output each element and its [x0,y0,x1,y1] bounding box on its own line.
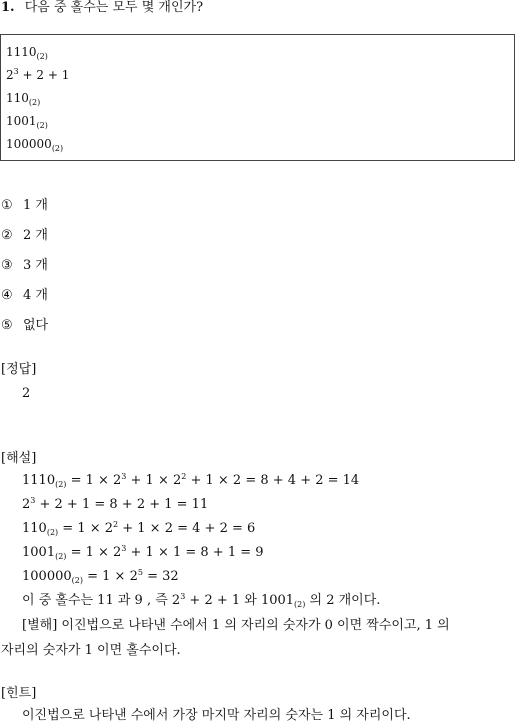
expr-sub: (2) [71,576,83,585]
expr-sup: 3 [30,496,36,505]
expr-part: + 1 × 2 = 4 + 2 = 6 [118,521,256,536]
expr-sup: 3 [121,472,127,481]
choice-5[interactable] [1,318,48,334]
explanation-line-7: [별해] 이진법으로 나타낸 수에서 1 의 자리의 숫자가 0 이면 짝수이고, 1 의 [22,618,450,633]
expr-sup: 2 [113,520,119,529]
explanation-line-8: 자리의 숫자가 1 이면 홀수이다. [1,643,181,658]
expression-box [0,34,515,161]
answer-value: 2 [22,386,31,401]
choice-mark: ④ [1,288,13,303]
choice-mark: ⑤ [1,318,13,333]
expr-sub: (2) [55,480,67,489]
box-item-base: 1001 [6,114,37,128]
expr-part: = 1 × 2 [82,569,138,584]
expr-part: + 1 × 2 [126,473,182,488]
explanation-line-2 [22,497,208,513]
choice-text: 3 개 [23,258,48,273]
explanation-line-1 [22,473,359,489]
expr-sub: (2) [46,528,59,537]
choice-text: 2 개 [23,228,48,243]
hint-label: [힌트] [1,686,37,701]
expr-part: 1001 [22,545,56,560]
box-item-sub: (2) [36,121,48,130]
choice-4[interactable] [1,288,48,304]
choice-text: 없다 [23,318,49,333]
box-item-sub: (2) [36,52,48,61]
choice-mark: ① [1,198,13,213]
hint-text: 이진법으로 나타낸 수에서 가장 마지막 자리의 숫자는 1 의 자리이다. [22,708,411,723]
box-item-sub: (2) [51,144,64,153]
choice-text: 1 개 [23,198,48,213]
expr-part: + 1 × 2 = 8 + 4 + 2 = 14 [186,473,360,488]
expr-sub: (2) [294,600,306,609]
explanation-line-5 [22,569,179,585]
expr-sup: 3 [180,592,186,601]
expr-part: = 1 × 2 [66,473,122,488]
expr-part: + 2 + 1 와 1001 [185,593,295,608]
expr-part: = 32 [142,569,179,584]
box-item-sub: (2) [28,98,41,107]
box-item-sup: 3 [13,67,19,76]
expr-sup: 2 [181,472,187,481]
expr-part: = 1 × 2 [66,545,122,560]
box-item-base: 110 [6,91,29,105]
answer-label: [정답] [1,362,37,377]
box-item [6,91,40,106]
expr-part: 110 [22,521,47,536]
box-item-base: 1110 [6,45,37,59]
expr-part: 이 중 홀수는 11 과 9 , 즉 2 [22,593,181,608]
choice-mark: ② [1,228,13,243]
box-item [6,137,63,152]
box-item-rest: + 2 + 1 [18,68,70,82]
box-item-base: 100000 [6,137,52,151]
expr-sup: 3 [121,544,127,553]
expr-part: + 2 + 1 = 8 + 2 + 1 = 11 [35,497,209,512]
explanation-line-3 [22,521,255,537]
expr-sub: (2) [55,552,67,561]
expr-part: + 1 × 1 = 8 + 1 = 9 [126,545,264,560]
box-item [6,45,48,60]
box-item [6,114,48,129]
explanation-line-4 [22,545,264,561]
explanation-line-6 [22,593,380,609]
question-line [1,0,203,16]
choice-text: 4 개 [23,288,48,303]
explanation-label: [해설] [1,451,37,466]
expr-part: = 1 × 2 [58,521,114,536]
box-item-base: 2 [6,68,14,82]
box-item [6,68,69,83]
expr-sup: 5 [137,568,143,577]
expr-part: 1110 [22,473,56,488]
choice-3[interactable] [1,258,48,274]
choice-2[interactable] [1,228,48,244]
question-text: 다음 중 홀수는 모두 몇 개인가? [24,0,204,15]
choice-mark: ③ [1,258,13,273]
expr-part: 100000 [22,569,72,584]
choice-1[interactable] [1,198,48,214]
question-number: 1. [1,0,15,15]
expr-part: 의 2 개이다. [305,593,381,608]
expr-part: 2 [22,497,31,512]
